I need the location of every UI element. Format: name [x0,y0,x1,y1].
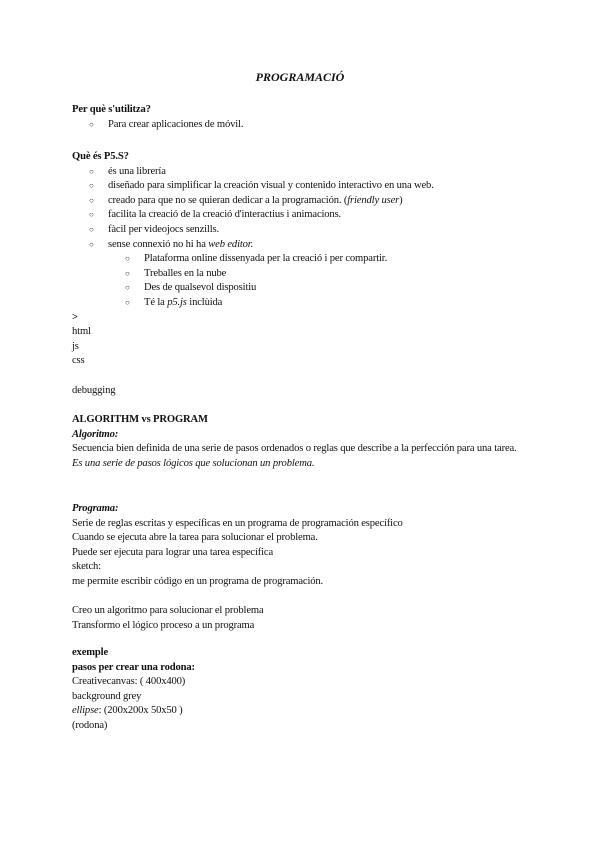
heading-programa: Programa: [72,503,119,514]
heading-algorithm-vs-program: ALGORITHM vs PROGRAM [72,414,208,425]
heading-algoritmo: Algoritmo: [72,428,119,440]
section-algorithm [72,413,532,471]
sub-list-item: ○ Des de qualsevol dispositiu [72,281,532,296]
section-programa [72,502,532,633]
list-item [72,238,532,253]
exemple-line: background grey [72,690,142,702]
text-css: css [72,355,85,367]
page-title: PROGRAMACIÓ [255,70,345,84]
arrow-marker: > [72,311,78,323]
sub-list-item: ○ Plataforma online dissenyada per la creació i per compartir. [72,252,532,267]
ellipse-args: : (200x200x 50x50 ) [98,705,183,717]
list-item: ○ diseñado para simplificar la creación visual y contenido interactivo en una web. [72,179,532,194]
programa-line: Serie de reglas escritas y específicas en un programa de programación específico [72,517,403,529]
programa-line: Cuando se ejecuta abre la tarea para solucionar el problema. [72,532,318,544]
list-item: ○ Para crear aplicaciones de móvil. [72,118,532,133]
list-item: ○ fàcil per videojocs senzills. [72,223,532,238]
list-item [72,194,532,209]
heading-pasos: pasos per crear una rodona: [72,661,195,673]
algoritmo-definition: Secuencia bien definida de una serie de pasos ordenados o reglas que describe a la perfección para una tarea. [72,443,517,455]
list-item: ○ facilita la creació de la creació d'interactius i animacions. [72,208,532,223]
ellipse-keyword: ellipse [72,705,99,717]
exemple-line: Creativecanvas: ( 400x400) [72,676,186,688]
text-html: html [72,326,91,338]
programa-line: Creo un algoritmo para solucionar el problema [72,605,264,617]
list-item-text: sense connexió no hi ha [108,238,209,250]
sub-list-item-text: Té la [144,296,168,308]
heading-exemple: exemple [72,647,109,658]
sub-list-item-tail: inclùida [186,296,223,308]
heading-why: Per què s'utilitza? [72,104,151,115]
section-why [72,103,532,132]
programa-line: Transformo el lógico proceso a un programa [72,619,255,631]
programa-line: Puede ser ejecuta para lograr una tarea específica [72,546,274,558]
section-exemple [72,646,532,734]
friendly-user-text: friendly user [347,194,400,206]
sub-list-item: ○ Treballes en la nube [72,267,532,282]
paren-close: ) [399,194,403,206]
web-editor-text: web editor. [208,238,254,250]
text-js: js [72,340,79,352]
p5js-text: p5.js [167,296,187,308]
exemple-line [72,704,532,719]
algoritmo-italic-note: Es una serie de pasos lógicos que solucionan un problema. [72,457,315,469]
programa-line: me permite escribir código en un programa de programación. [72,575,324,587]
heading-what-is-p5: Què és P5.S? [72,151,129,162]
section-what-is-p5 [72,150,532,398]
programa-line: sketch: [72,561,101,573]
list-item-text: creado para que no se quieran dedicar a la programación. ( [108,194,348,206]
text-debugging: debugging [72,384,116,396]
exemple-line: (rodona) [72,719,108,731]
sub-list-item [72,296,532,311]
list-item: ○ és una librería [72,165,532,180]
